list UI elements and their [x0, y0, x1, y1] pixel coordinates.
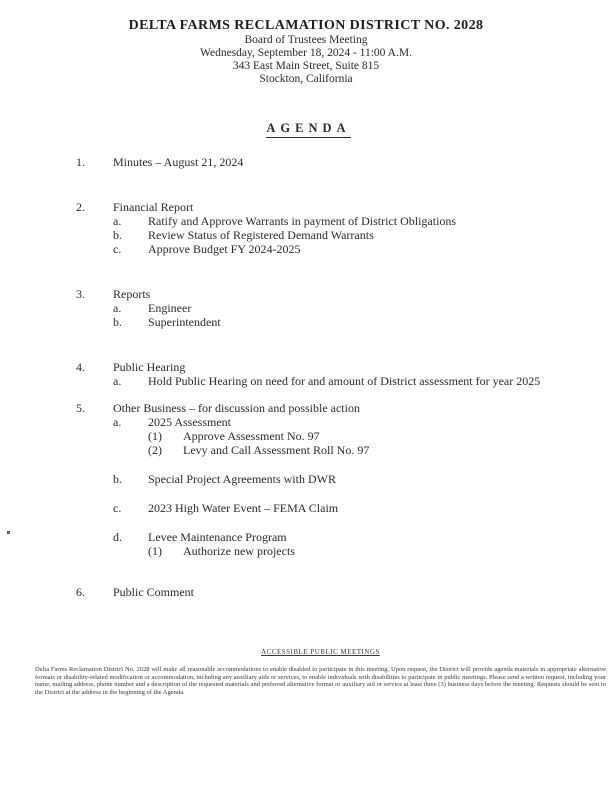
item-number: b.	[113, 228, 122, 242]
agenda-sub-item	[113, 415, 574, 429]
item-number: 2.	[76, 200, 85, 214]
agenda-sub-item	[113, 501, 574, 515]
agenda-sub-item	[113, 214, 574, 228]
agenda-item	[76, 585, 574, 599]
item-number: a.	[113, 214, 122, 228]
agenda-heading-wrap	[0, 119, 612, 138]
item-text: Other Business – for discussion and possible action	[113, 401, 360, 415]
agenda-item-row	[76, 585, 574, 599]
subtitle-date-time: Wednesday, September 18, 2024 - 11:00 A.M.	[200, 47, 412, 59]
agenda-item-row	[76, 155, 574, 169]
subtitle-city: Stockton, California	[259, 73, 353, 85]
item-text: Minutes – August 21, 2024	[113, 155, 244, 169]
agenda-sub-item	[113, 228, 574, 242]
item-text: Engineer	[148, 301, 192, 315]
agenda-sub-item	[113, 530, 574, 544]
item-text: Levee Maintenance Program	[148, 530, 287, 544]
item-text: Special Project Agreements with DWR	[148, 472, 336, 486]
agenda-item	[76, 401, 574, 558]
agenda-sub-item	[113, 301, 574, 315]
subtitle-meeting-type: Board of Trustees Meeting	[244, 34, 368, 46]
agenda-sub-item	[113, 315, 574, 329]
item-text: Superintendent	[148, 315, 221, 329]
item-text: Reports	[113, 287, 151, 301]
item-number: c.	[113, 501, 122, 515]
item-number: 4.	[76, 360, 85, 374]
agenda-item-row	[76, 287, 574, 301]
item-number: (2)	[148, 443, 162, 457]
item-number: 5.	[76, 401, 85, 415]
item-number: 3.	[76, 287, 85, 301]
scan-artifact-dot	[7, 531, 10, 534]
item-text: Public Hearing	[113, 360, 186, 374]
item-text: 2025 Assessment	[148, 415, 232, 429]
document-header	[0, 0, 612, 86]
agenda-item	[76, 200, 574, 256]
document-title: DELTA FARMS RECLAMATION DISTRICT NO. 2028	[128, 18, 484, 33]
item-text: Approve Budget FY 2024-2025	[148, 242, 301, 256]
item-number: b.	[113, 315, 122, 329]
item-number: a.	[113, 415, 122, 429]
document-footer	[35, 641, 606, 696]
agenda-sub-item	[113, 242, 574, 256]
item-number: (1)	[148, 544, 162, 558]
item-number: b.	[113, 472, 122, 486]
agenda-sub-item	[113, 374, 574, 388]
agenda-sub-item	[113, 472, 574, 486]
item-text: Hold Public Hearing on need for and amount of District assessment for year 2025	[148, 374, 541, 388]
item-text: Review Status of Registered Demand Warrants	[148, 228, 374, 242]
accessibility-heading: ACCESSIBLE PUBLIC MEETINGS	[261, 648, 380, 656]
item-text: Financial Report	[113, 200, 194, 214]
item-text: Public Comment	[113, 585, 194, 599]
item-number: c.	[113, 242, 122, 256]
accessibility-notice: Delta Farms Reclamation District No. 2028 will make all reasonable accommodations to enable disabled to participate in this meeting. Upon request, the District will provide agenda materials in appropriate alternative formats or disability-related modification or accommodation, including any auxiliary aids or services, to enable individuals with disabilities to participate in public meetings. Please send a written request, including your name, mailing address, phone number and a description of the requested materials and preferred alternative format or auxiliary aid or service at least three (3) business days before the meeting. Requests should be sent to the District at the address in the beginning of the Agenda.	[35, 666, 606, 696]
agenda-item	[76, 360, 574, 388]
item-number: 6.	[76, 585, 85, 599]
agenda-item-row	[76, 360, 574, 374]
item-text: Ratify and Approve Warrants in payment of District Obligations	[148, 214, 457, 228]
item-number: 1.	[76, 155, 85, 169]
agenda-item	[76, 155, 574, 169]
agenda-item	[76, 287, 574, 329]
agenda-item-row	[76, 200, 574, 214]
item-number: d.	[113, 530, 122, 544]
item-number: (1)	[148, 429, 162, 443]
agenda-subsub-item	[148, 443, 574, 457]
item-number: a.	[113, 374, 122, 388]
item-text: Levy and Call Assessment Roll No. 97	[183, 443, 370, 457]
item-text: Approve Assessment No. 97	[183, 429, 320, 443]
agenda-subsub-item	[148, 429, 574, 443]
subtitle-address: 343 East Main Street, Suite 815	[232, 60, 380, 72]
agenda-list	[0, 155, 612, 599]
item-text: 2023 High Water Event – FEMA Claim	[148, 501, 339, 515]
item-text: Authorize new projects	[183, 544, 295, 558]
item-number: a.	[113, 301, 122, 315]
accessibility-heading-wrap	[35, 641, 606, 659]
agenda-item-row	[76, 401, 574, 415]
agenda-heading: AGENDA	[266, 121, 350, 138]
agenda-subsub-item	[148, 544, 574, 558]
